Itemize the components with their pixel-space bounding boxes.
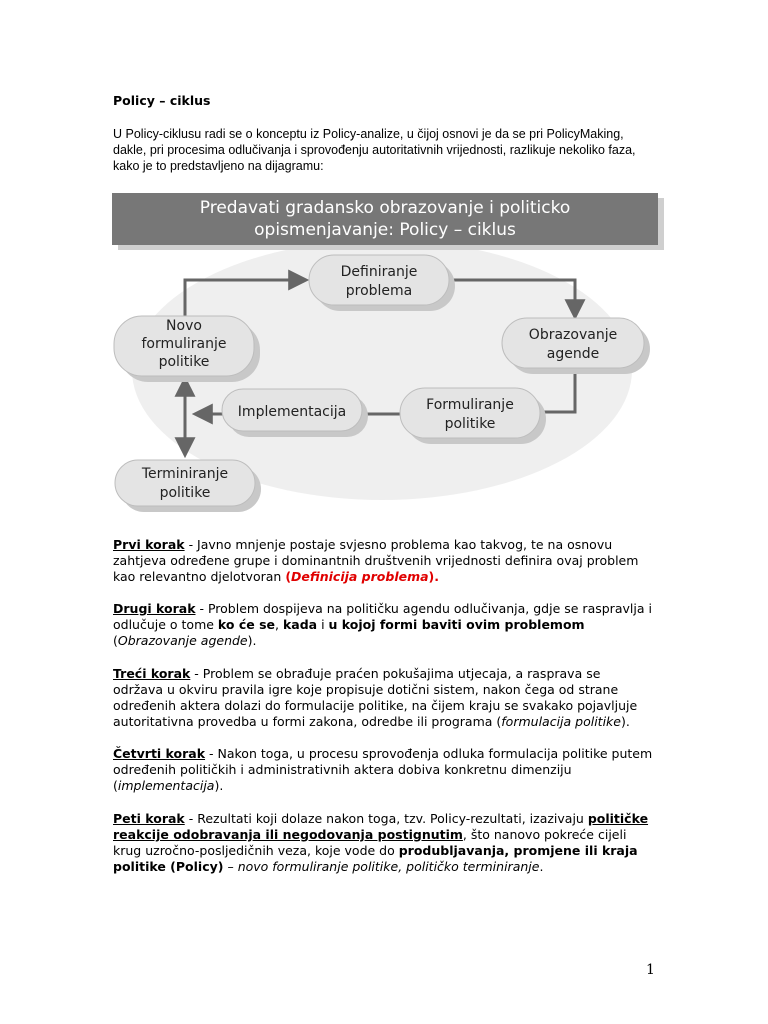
box-formuliranje-line2: politike	[444, 416, 496, 432]
banner-title-line2: opismenjavanje: Policy – ciklus	[254, 220, 516, 240]
step-2-bold-2: kada	[282, 617, 318, 632]
box-definiranje-line2: problema	[345, 283, 413, 299]
box-novo-line1: Novo	[166, 318, 202, 334]
step-1-text: - Javno mnjenje postaje svjesno problema kao takvog, te na osnovu zahtjeva određene grupe i dominantnih društvenih vrijednosti definira ovaj problem kao relevantno djelotvoran	[113, 537, 639, 584]
step-4-heading: Četvrti korak	[113, 746, 206, 761]
box-obrazovanje-line1: Obrazovanje	[528, 327, 618, 343]
step-1-paragraph	[113, 537, 653, 585]
box-formuliranje-line1: Formuliranje	[426, 397, 514, 413]
banner-title-line1: Predavati gradansko obrazovanje i politicko	[199, 198, 571, 218]
step-4-text-2: ).	[214, 778, 224, 793]
step-1-highlight: Definicija problema	[291, 569, 429, 584]
step-2-text-2: ,	[275, 617, 283, 632]
page-title: Policy – ciklus	[113, 93, 211, 108]
step-5-text: - Rezultati koji dolaze nakon toga, tzv. Policy-rezultati, izazivaju	[184, 811, 588, 826]
step-2-text-3: i	[317, 617, 329, 632]
step-3-italic: formulacija politike	[501, 714, 621, 729]
step-5-text-3: –	[223, 859, 238, 874]
step-4-paragraph	[113, 746, 653, 794]
box-novo-line2: formuliranje	[141, 336, 227, 352]
step-5-bold: produbljavanja, promjene ili kraja politike (Policy)	[113, 843, 638, 874]
step-2-text-5: ).	[247, 633, 257, 648]
step-5-bold-underline: političke reakcije odobravanja ili negodovanja postignutim	[113, 811, 649, 842]
policy-cycle-diagram	[100, 188, 670, 518]
step-2-italic: Obrazovanje agende	[117, 633, 248, 648]
box-terminiranje-line2: politike	[159, 485, 211, 501]
step-3-heading: Treći korak	[113, 666, 191, 681]
step-1-close-paren: ).	[428, 569, 440, 584]
step-5-heading: Peti korak	[113, 811, 185, 826]
step-5-italic: novo formuliranje politike, političko terminiranje	[237, 859, 540, 874]
step-2-bold-3: u kojoj formi baviti ovim problemom	[328, 617, 585, 632]
step-5-text-2: , što nanovo pokreće cijeli krug uzročno-posljedičnih veza, koje vode do	[113, 827, 627, 858]
box-implementacija-line1: Implementacija	[237, 404, 347, 420]
step-3-text-2: ).	[620, 714, 630, 729]
step-1-open-paren: (	[285, 569, 292, 584]
step-5-paragraph	[113, 811, 653, 875]
box-terminiranje-line1: Terminiranje	[141, 466, 229, 482]
intro-paragraph: U Policy-ciklusu radi se o konceptu iz Policy-analize, u čijoj osnovi je da se pri PolicyMaking, dakle, pri procesima odlučivanja i sprovođenju autoritativnih vrijednosti, razlikuje nekoliko faza, kako je to predstavljeno na dijagramu:	[113, 127, 636, 173]
step-2-heading: Drugi korak	[113, 601, 196, 616]
box-obrazovanje-line2: agende	[546, 346, 600, 362]
step-2-text-4: (	[113, 633, 118, 648]
page-number: 1	[646, 962, 655, 978]
step-5-text-4: .	[539, 859, 544, 874]
step-2-bold-1: ko će se	[217, 617, 275, 632]
step-2-text: - Problem dospijeva na političku agendu odlučivanja, gdje se raspravlja i odlučuje o tome	[113, 601, 652, 632]
step-2-paragraph	[113, 601, 653, 649]
step-3-paragraph	[113, 666, 653, 730]
step-4-italic: implementacija	[117, 778, 215, 793]
box-novo-line3: politike	[158, 354, 210, 370]
step-4-text: - Nakon toga, u procesu sprovođenja odluka formulacija politike putem određenih političkih i administrativnih aktera dobiva konkretnu dimenziju (	[113, 746, 653, 793]
step-3-text: - Problem se obrađuje praćen pokušajima utjecaja, a rasprava se održava u okviru pravila igre koje propisuje dotični sistem, nakon čega od strane određenih aktera dolazi do formulacije politike, na čijem kraju se svakako pojavljuje autoritativna provedba u formi zakona, odredbe ili programa (	[113, 666, 638, 729]
box-definiranje-line1: Definiranje	[340, 264, 418, 280]
step-1-heading: Prvi korak	[113, 537, 185, 552]
